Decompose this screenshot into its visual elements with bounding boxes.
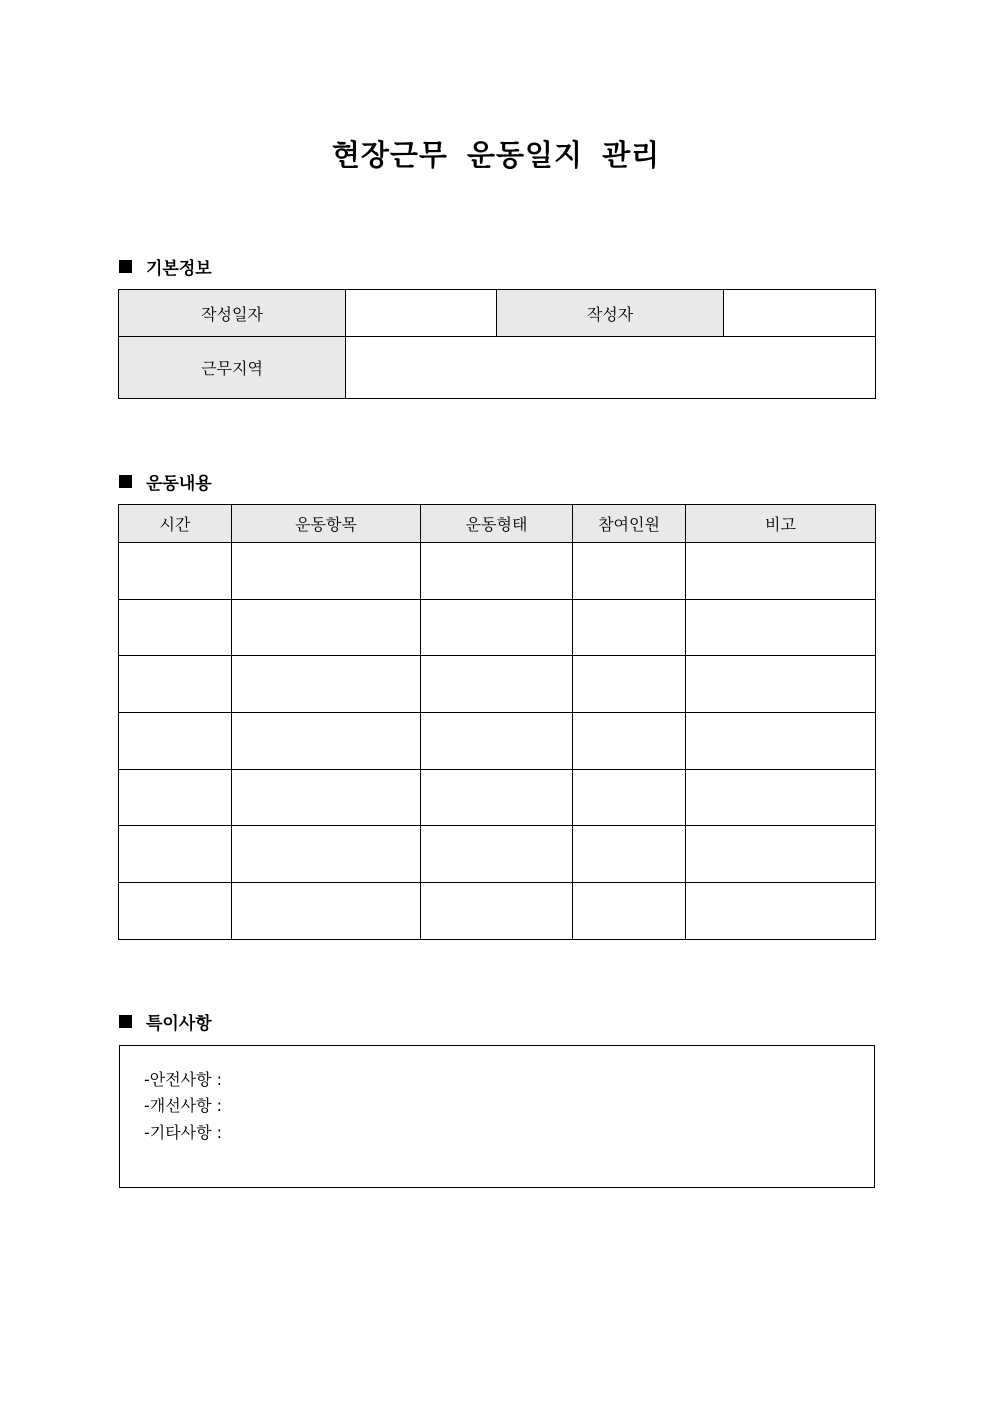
column-header: 운동항목 [232, 505, 421, 543]
author-field[interactable] [724, 290, 876, 337]
date-field[interactable] [346, 290, 497, 337]
basic-info-table [118, 289, 876, 399]
table-cell[interactable] [421, 713, 573, 770]
table-cell[interactable] [232, 883, 421, 940]
table-cell[interactable] [119, 543, 232, 600]
table-cell[interactable] [119, 656, 232, 713]
square-bullet-icon [119, 260, 132, 273]
section-heading-exercise-label: 운동내용 [146, 474, 212, 494]
table-cell[interactable] [232, 600, 421, 656]
square-bullet-icon [119, 1015, 132, 1028]
table-cell[interactable] [686, 600, 876, 656]
table-cell[interactable] [421, 826, 573, 883]
table-cell[interactable] [119, 600, 232, 656]
date-label: 작성일자 [119, 290, 346, 337]
table-cell[interactable] [119, 713, 232, 770]
other-note-line: -기타사항 : [144, 1123, 223, 1142]
table-cell[interactable] [421, 600, 573, 656]
table-cell[interactable] [686, 543, 876, 600]
section-heading-notes [119, 1009, 212, 1034]
table-cell[interactable] [573, 543, 686, 600]
column-header: 시간 [119, 505, 232, 543]
table-row [119, 543, 876, 600]
table-cell[interactable] [232, 770, 421, 826]
table-cell[interactable] [232, 713, 421, 770]
table-cell[interactable] [573, 600, 686, 656]
square-bullet-icon [119, 475, 132, 488]
table-cell[interactable] [421, 656, 573, 713]
table-cell[interactable] [573, 770, 686, 826]
table-cell[interactable] [232, 656, 421, 713]
section-heading-notes-label: 특이사항 [146, 1014, 212, 1034]
table-cell[interactable] [573, 656, 686, 713]
table-cell[interactable] [232, 543, 421, 600]
column-header: 비고 [686, 505, 876, 543]
table-row [119, 713, 876, 770]
section-heading-basic [119, 254, 212, 279]
safety-note-line: -안전사항 : [144, 1070, 223, 1089]
page-title: 현장근무 운동일지 관리 [331, 138, 661, 172]
table-cell[interactable] [573, 826, 686, 883]
table-cell[interactable] [421, 543, 573, 600]
section-heading-exercise [119, 469, 212, 494]
region-field[interactable] [346, 337, 876, 399]
table-cell[interactable] [232, 826, 421, 883]
region-label: 근무지역 [119, 337, 346, 399]
exercise-table [118, 504, 876, 940]
table-row [119, 826, 876, 883]
table-cell[interactable] [686, 713, 876, 770]
table-cell[interactable] [686, 883, 876, 940]
table-cell[interactable] [119, 883, 232, 940]
author-label: 작성자 [497, 290, 724, 337]
table-cell[interactable] [573, 883, 686, 940]
section-heading-basic-label: 기본정보 [146, 259, 212, 279]
improvement-note-line: -개선사항 : [144, 1096, 223, 1115]
table-cell[interactable] [686, 826, 876, 883]
column-header: 참여인원 [573, 505, 686, 543]
column-header: 운동형태 [421, 505, 573, 543]
table-cell[interactable] [119, 770, 232, 826]
table-row [119, 656, 876, 713]
table-cell[interactable] [573, 713, 686, 770]
table-cell[interactable] [421, 770, 573, 826]
table-cell[interactable] [119, 826, 232, 883]
table-row [119, 883, 876, 940]
table-row [119, 770, 876, 826]
table-header-row [119, 505, 876, 543]
table-cell[interactable] [686, 770, 876, 826]
table-cell[interactable] [686, 656, 876, 713]
notes-box[interactable] [119, 1045, 875, 1188]
table-cell[interactable] [421, 883, 573, 940]
table-row [119, 600, 876, 656]
